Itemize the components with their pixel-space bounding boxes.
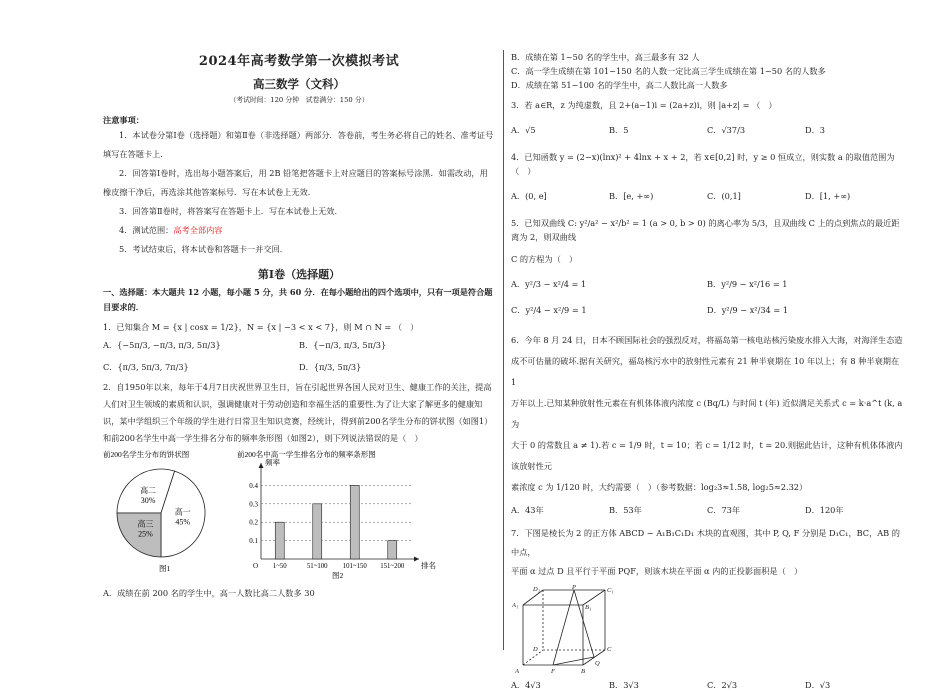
- question-options: [511, 679, 903, 691]
- option-b: B．5: [609, 125, 629, 135]
- question-stem-line: 素浓度 c 为 1/120 时，大约需要（ ）（参考数据：log₂3≈1.58, log₂5≈2.32）: [511, 482, 808, 492]
- option-a: A．43年: [511, 505, 544, 515]
- pie-chart: [103, 449, 223, 579]
- label-f: F: [551, 668, 555, 675]
- x-axis-label: 排名: [421, 561, 436, 570]
- bar-chart: [237, 449, 487, 579]
- option-c: C．(0,1]: [707, 191, 741, 201]
- question-3: [511, 98, 903, 136]
- bar-chart-caption: 图2: [332, 571, 344, 579]
- pie-value: 45%: [175, 517, 191, 527]
- option-a: A．4√3: [511, 680, 541, 690]
- option-c: C．√37/3: [707, 125, 746, 135]
- bar-3: [388, 541, 397, 559]
- q2-option-d: D．成绩在第 51~100 名的学生中，高二人数比高一人数多: [511, 80, 728, 90]
- pie-label: 高一: [174, 507, 191, 517]
- option-c: C．y²/4 − x²/9 = 1: [511, 305, 587, 315]
- label-a1: A₁: [512, 602, 519, 609]
- bar-1: [313, 504, 322, 559]
- pie-value: 30%: [140, 496, 156, 506]
- x-tick-label: 1~50: [272, 563, 287, 570]
- pie-value: 25%: [138, 529, 153, 539]
- bar-0: [275, 522, 284, 559]
- question-stem-line: 万年以上.已知某种放射性元素在有机体体液内浓度 c (Bq/L) 与时间 t (年) 近似满足关系式 c = k·a^t (k, a 为: [511, 398, 903, 429]
- left-column: [103, 50, 495, 599]
- question-6: [511, 330, 903, 516]
- question-options: [103, 339, 495, 373]
- note-item: 2．回答第Ⅰ卷时，选出每小题答案后，用 2B 铅笔把答题卡上对应题目的答案标号涂黑．如需改动，用橡皮擦干净后，再选涂其他答案标号．写在本试卷上无效．: [103, 168, 488, 197]
- option-b: B．{−π/3, π/3, 5π/3}: [299, 340, 387, 350]
- bar-2: [350, 485, 359, 559]
- note-item-4-scope: 高考全部内容: [173, 225, 223, 235]
- question-stem-line: 成不可估量的破坏.据有关研究，福岛核污水中的放射性元素有 21 种半衰期在 10 年以上；有 8 种半衰期在 1: [511, 356, 900, 387]
- option-d: D．{π/3, 5π/3}: [299, 362, 362, 372]
- option-b: B．[e, +∞): [609, 191, 654, 201]
- note-item-4-prefix: 4．测试范围：: [119, 225, 174, 235]
- pie-label: 高二: [140, 486, 157, 496]
- option-c: C．{π/3, 5π/3, 7π/3}: [103, 362, 189, 372]
- pie-label: 高三: [137, 519, 154, 529]
- question-2-figures: [103, 449, 495, 579]
- question-7: [511, 524, 903, 691]
- option-b: B．53年: [609, 505, 642, 515]
- note-item: 1．本试卷分第Ⅰ卷（选择题）和第Ⅱ卷（非选择题）两部分．答卷前，考生务必将自己的姓名、准考证号填写在答题卡上．: [103, 130, 494, 159]
- option-a: A．{−5π/3, −π/3, π/3, 5π/3}: [103, 340, 221, 350]
- question-5: [511, 216, 903, 316]
- x-tick-label: 101~150: [342, 563, 367, 570]
- label-b1: B₁: [585, 604, 592, 611]
- notes-heading: 注意事项：: [103, 115, 144, 125]
- label-c: C: [607, 646, 612, 653]
- pie-caption: 图1: [159, 564, 171, 573]
- question-stem-line: C 的方程为（ ）: [511, 254, 578, 264]
- option-a: A．成绩在前 200 名的学生中，高一人数比高二人数多 30: [103, 588, 315, 598]
- question-stem: 2．自1950年以来，每年于4月7日庆祝世界卫生日，旨在引起世界各国人民对卫生、健康工作的关注，提高人们对卫生领域的素质和认识，强调健康对于劳动创造和幸福生活的重要性.为了让大家了解更多的健康知识，某中学组织三个年级的学生进行日常卫生知识竞赛，经统计，得到前200名学生分布的饼状图（如图1）和前200名学生中高一学生排名分布的频率条形图（如图2），则下列说法错误的是（ ）: [103, 382, 493, 443]
- label-d1: D₁: [533, 586, 540, 593]
- label-p: P: [572, 585, 576, 591]
- label-d: D: [533, 646, 538, 653]
- question-stem-line: 平面 α 过点 D 且平行于平面 PQF，则该木块在平面 α 内的正投影面积是（ ）: [511, 566, 803, 576]
- bar-marks: [249, 457, 436, 579]
- x-tick-label: 51~100: [306, 563, 328, 570]
- notes-list: [103, 126, 495, 259]
- option-c: C．2√3: [707, 680, 738, 690]
- section-title: 第Ⅰ卷（选择题）: [257, 268, 341, 281]
- question-stem: 1．已知集合 M = {x | cosx = 1/2}，N = {x | −3 < x < 7}，则 M ∩ N = （ ）: [103, 322, 419, 332]
- question-4: [511, 150, 903, 202]
- q2-option-c: C．高一学生成绩在第 101~150 名的人数一定比高三学生成绩在第 1~50 名的人数多: [511, 66, 826, 76]
- question-stem-line: 5．已知双曲线 C: y²/a² − x²/b² = 1 (a > 0, b > 0) 的离心率为 5/3，且双曲线 C 上的点到焦点的最近距离为 2，则双曲线: [511, 218, 900, 242]
- option-b: B．3√3: [609, 680, 639, 690]
- option-d: D．√3: [805, 680, 831, 690]
- cube-edges: [523, 590, 605, 665]
- question-stem-line: 7．下图是棱长为 2 的正方体 ABCD − A₁B₁C₁D₁ 木块的直观图，其中 P, Q, F 分别是 D₁C₁，BC，AB 的中点，: [511, 528, 900, 557]
- y-tick-label: 0.1: [249, 537, 258, 546]
- option-d: D．y²/9 − x²/34 = 1: [707, 305, 789, 315]
- label-q: Q: [595, 660, 600, 667]
- right-column: [511, 50, 903, 691]
- y-axis-label: 频率: [265, 458, 280, 467]
- note-item: [103, 221, 495, 240]
- exam-subtitle: 高三数学（文科）: [253, 77, 345, 91]
- y-tick-label: 0.4: [249, 481, 258, 490]
- bar-chart-title: 前200名中高一学生排名分布的频率条形图: [237, 450, 376, 459]
- label-b: B: [581, 668, 585, 675]
- option-d: D．[1, +∞): [805, 191, 851, 201]
- option-c: C．73年: [707, 505, 741, 515]
- question-options: [511, 124, 903, 136]
- option-b: B．y²/9 − x²/16 = 1: [707, 279, 788, 289]
- question-1: [103, 321, 495, 373]
- pie-slices: [117, 469, 205, 557]
- question-stem-line: 大于 0 的常数且 a ≠ 1).若 c = 1/9 时，t = 10；若 c = 1/12 时，t = 20.则据此估计，这种有机体体液内该放射性元: [511, 440, 903, 471]
- y-tick-label: 0.3: [249, 500, 258, 509]
- option-a: A．(0, e]: [511, 191, 547, 201]
- label-c1: C₁: [607, 587, 614, 594]
- y-tick-label: 0.2: [249, 518, 258, 527]
- y-axis-arrow: [259, 463, 264, 468]
- column-divider: [503, 50, 504, 650]
- cube-figure: [511, 585, 631, 675]
- x-tick-label: 151~200: [380, 563, 405, 570]
- option-d: D．120年: [805, 505, 844, 515]
- cube-labels: [511, 585, 614, 675]
- pie-title: 前200名学生分布的饼状图: [103, 450, 190, 459]
- question-options: [511, 278, 903, 316]
- q2-option-b: B．成绩在第 1~50 名的学生中，高三最多有 32 人: [511, 52, 700, 62]
- question-stem-line: 6．今年 8 月 24 日，日本不顾国际社会的强烈反对，将福岛第一核电站核污染废水排入大海，对海洋生态造: [511, 335, 903, 345]
- exam-meta: （考试时间：120 分钟 试卷满分：150 分）: [229, 96, 369, 104]
- option-d: D．3: [805, 125, 825, 135]
- exam-title: 2024年高考数学第一次模拟考试: [198, 54, 400, 69]
- label-a: A: [515, 668, 519, 675]
- section-intro: 一、选择题：本大题共 12 小题，每小题 5 分，共 60 分．在每小题给出的四个选项中，只有一项是符合题目要求的．: [103, 287, 493, 312]
- note-item: 5．考试结束后，将本试卷和答题卡一并交回．: [119, 244, 288, 254]
- x-axis-arrow: [414, 557, 419, 562]
- option-a: A．√5: [511, 125, 536, 135]
- question-2: [103, 379, 495, 599]
- note-item: 3．回答第Ⅱ卷时，将答案写在答题卡上．写在本试卷上无效．: [119, 206, 343, 216]
- option-a: A．y²/3 − x²/4 = 1: [511, 279, 587, 289]
- question-stem: 3．若 a∈R，z 为纯虚数，且 2+(a−1)i = (2a+z)i，则 |a+z| = （ ）: [511, 100, 777, 110]
- question-options: [511, 504, 903, 516]
- question-stem: 4．已知函数 y = (2−x)(lnx)² + 4lnx + x + 2，若 x∈[0,2] 时，y ≥ 0 恒成立，则实数 a 的取值范围为（ ）: [511, 152, 895, 176]
- origin-label: O: [253, 562, 259, 570]
- question-options: [511, 190, 903, 202]
